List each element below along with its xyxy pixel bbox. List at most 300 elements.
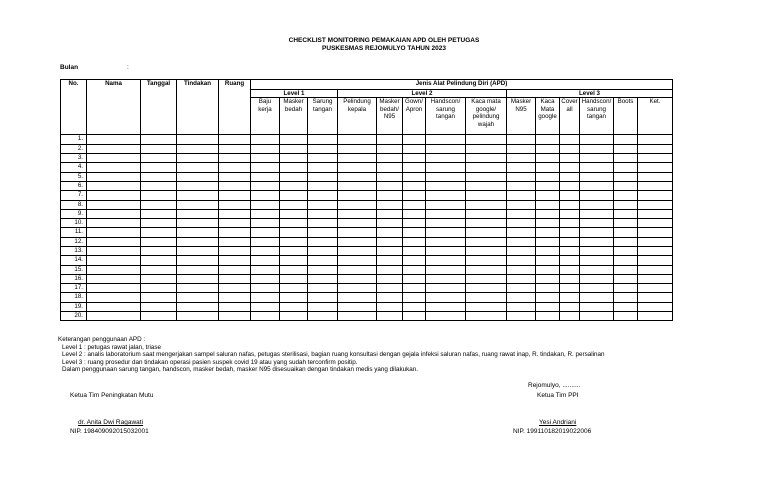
table-cell: [280, 200, 308, 209]
table-cell: [251, 312, 280, 321]
table-cell: [308, 247, 338, 256]
table-cell: [536, 163, 560, 172]
table-cell: [308, 312, 338, 321]
table-cell: [403, 284, 426, 293]
table-cell: [141, 191, 177, 200]
table-cell: [426, 228, 466, 237]
table-cell: [403, 172, 426, 181]
table-cell: [466, 237, 507, 246]
table-cell: [280, 228, 308, 237]
table-cell: [141, 154, 177, 163]
table-cell: [426, 293, 466, 302]
table-cell: [466, 181, 507, 190]
table-cell: [377, 293, 403, 302]
table-cell: [403, 144, 426, 153]
table-cell: [141, 312, 177, 321]
table-cell: [251, 256, 280, 265]
table-cell: [507, 274, 536, 283]
left-signatory-nip: NIP. 198409092015032001: [70, 428, 149, 435]
table-cell: [536, 219, 560, 228]
table-cell: [536, 209, 560, 218]
table-cell: [507, 228, 536, 237]
table-cell: [403, 154, 426, 163]
table-cell: [580, 172, 614, 181]
row-number: 5.: [61, 172, 87, 181]
table-cell: [87, 154, 141, 163]
subheader-l3-kaca-mata: Kaca Mata google: [536, 98, 560, 135]
table-cell: [177, 228, 219, 237]
table-cell: [426, 181, 466, 190]
table-cell: [280, 274, 308, 283]
table-cell: [536, 284, 560, 293]
table-cell: [466, 144, 507, 153]
subheader-l2-masker: Masker bedah/ N95: [377, 98, 403, 135]
table-cell: [580, 293, 614, 302]
table-cell: [141, 293, 177, 302]
table-cell: [177, 302, 219, 311]
table-cell: [426, 154, 466, 163]
table-cell: [377, 163, 403, 172]
table-cell: [280, 135, 308, 144]
row-number: 7.: [61, 191, 87, 200]
table-cell: [177, 181, 219, 190]
subheader-l2-gown: Gown/ Apron: [403, 98, 426, 135]
table-cell: [87, 228, 141, 237]
table-cell: [466, 284, 507, 293]
subheader-l3-handscon: Handscon/ sarung tangan: [580, 98, 614, 135]
table-cell: [280, 256, 308, 265]
table-cell: [507, 247, 536, 256]
table-cell: [638, 312, 673, 321]
table-cell: [507, 237, 536, 246]
table-cell: [403, 200, 426, 209]
table-cell: [141, 219, 177, 228]
table-cell: [403, 219, 426, 228]
table-cell: [638, 200, 673, 209]
table-cell: [219, 274, 251, 283]
table-cell: [251, 274, 280, 283]
table-cell: [560, 265, 580, 274]
table-cell: [426, 191, 466, 200]
table-cell: [466, 172, 507, 181]
table-cell: [338, 247, 377, 256]
table-cell: [377, 181, 403, 190]
row-number: 17.: [61, 284, 87, 293]
table-cell: [638, 191, 673, 200]
table-cell: [177, 154, 219, 163]
table-cell: [614, 274, 638, 283]
table-cell: [251, 135, 280, 144]
table-cell: [308, 237, 338, 246]
table-cell: [507, 209, 536, 218]
table-cell: [219, 172, 251, 181]
table-cell: [377, 228, 403, 237]
table-cell: [614, 154, 638, 163]
table-cell: [507, 312, 536, 321]
table-cell: [280, 172, 308, 181]
table-cell: [280, 312, 308, 321]
table-cell: [614, 135, 638, 144]
table-cell: [280, 302, 308, 311]
table-cell: [251, 265, 280, 274]
table-cell: [251, 302, 280, 311]
table-cell: [219, 247, 251, 256]
table-cell: [466, 135, 507, 144]
subheader-l3-cover-all: Cover all: [560, 98, 580, 135]
table-cell: [338, 209, 377, 218]
header-tindakan: Tindakan: [177, 80, 219, 135]
row-number: 14.: [61, 256, 87, 265]
table-cell: [426, 312, 466, 321]
note-usage: Dalam penggunaan sarung tangan, handscon, masker bedah, masker N95 disesuaikan dengan tindakan medis yang dilakukan.: [62, 366, 419, 374]
table-row: [61, 284, 673, 293]
table-cell: [580, 237, 614, 246]
table-cell: [308, 284, 338, 293]
table-cell: [219, 163, 251, 172]
table-cell: [403, 181, 426, 190]
table-cell: [280, 293, 308, 302]
table-cell: [280, 237, 308, 246]
notes-section: [58, 336, 605, 374]
table-cell: [580, 284, 614, 293]
left-signatory-name: dr. Anita Dwi Ragawati: [78, 419, 144, 426]
table-cell: [177, 172, 219, 181]
table-cell: [638, 302, 673, 311]
table-cell: [403, 209, 426, 218]
table-cell: [87, 293, 141, 302]
table-cell: [338, 154, 377, 163]
table-cell: [614, 284, 638, 293]
row-number: 10.: [61, 219, 87, 228]
table-cell: [426, 237, 466, 246]
table-cell: [638, 265, 673, 274]
table-cell: [403, 163, 426, 172]
table-cell: [308, 200, 338, 209]
table-cell: [614, 181, 638, 190]
table-cell: [377, 191, 403, 200]
table-cell: [638, 181, 673, 190]
table-cell: [638, 163, 673, 172]
bulan-label: Bulan: [60, 64, 79, 71]
table-cell: [614, 265, 638, 274]
table-cell: [377, 256, 403, 265]
table-cell: [638, 293, 673, 302]
table-cell: [560, 200, 580, 209]
table-cell: [219, 144, 251, 153]
right-signatory-nip: NIP. 199110182019022006: [513, 428, 592, 435]
table-row: [61, 265, 673, 274]
table-cell: [507, 181, 536, 190]
table-cell: [177, 284, 219, 293]
table-cell: [580, 219, 614, 228]
table-cell: [580, 274, 614, 283]
table-cell: [280, 284, 308, 293]
table-cell: [338, 219, 377, 228]
header-no: No.: [61, 80, 87, 135]
table-cell: [251, 191, 280, 200]
table-cell: [614, 191, 638, 200]
table-cell: [338, 302, 377, 311]
table-cell: [87, 172, 141, 181]
table-cell: [638, 209, 673, 218]
table-cell: [308, 181, 338, 190]
table-cell: [560, 191, 580, 200]
table-cell: [638, 247, 673, 256]
table-cell: [251, 200, 280, 209]
table-cell: [560, 163, 580, 172]
table-cell: [219, 219, 251, 228]
table-cell: [580, 144, 614, 153]
table-cell: [219, 237, 251, 246]
table-cell: [141, 247, 177, 256]
table-cell: [560, 237, 580, 246]
table-cell: [377, 302, 403, 311]
table-row: [61, 293, 673, 302]
note-level-1: Level 1 : petugas rawat jalan, triase: [62, 343, 162, 351]
table-cell: [177, 237, 219, 246]
table-cell: [536, 200, 560, 209]
table-cell: [251, 293, 280, 302]
table-cell: [560, 274, 580, 283]
table-row: [61, 172, 673, 181]
table-cell: [87, 274, 141, 283]
row-number: 18.: [61, 293, 87, 302]
table-cell: [87, 302, 141, 311]
table-cell: [403, 247, 426, 256]
row-number: 3.: [61, 154, 87, 163]
table-cell: [219, 256, 251, 265]
table-cell: [403, 302, 426, 311]
table-cell: [177, 219, 219, 228]
subheader-l3-boots: Boots: [614, 98, 638, 135]
subheader-l2-pelindung-kepala: Pelindung kepala: [338, 98, 377, 135]
table-cell: [560, 302, 580, 311]
left-signatory-title: Ketua Tim Peningkatan Mutu: [70, 392, 154, 399]
table-cell: [338, 200, 377, 209]
table-cell: [308, 293, 338, 302]
table-cell: [426, 274, 466, 283]
table-cell: [614, 172, 638, 181]
table-cell: [219, 228, 251, 237]
table-cell: [638, 256, 673, 265]
row-number: 8.: [61, 200, 87, 209]
header-level-1: Level 1: [251, 90, 338, 98]
table-row: [61, 302, 673, 311]
table-cell: [251, 144, 280, 153]
table-cell: [536, 256, 560, 265]
subheader-l2-handscon: Handscon/ sarung tangan: [426, 98, 466, 135]
table-cell: [219, 200, 251, 209]
table-cell: [338, 191, 377, 200]
table-row: [61, 191, 673, 200]
table-cell: [280, 181, 308, 190]
subheader-l3-masker-n95: Masker N95: [507, 98, 536, 135]
table-cell: [466, 302, 507, 311]
table-cell: [308, 154, 338, 163]
table-cell: [638, 284, 673, 293]
table-cell: [177, 163, 219, 172]
document-title: CHECKLIST MONITORING PEMAKAIAN APD OLEH PETUGAS: [288, 37, 480, 44]
table-cell: [308, 228, 338, 237]
table-cell: [338, 228, 377, 237]
table-cell: [87, 256, 141, 265]
table-cell: [614, 163, 638, 172]
table-cell: [426, 209, 466, 218]
table-row: [61, 154, 673, 163]
table-cell: [426, 265, 466, 274]
subheader-ket: Ket.: [638, 98, 673, 135]
table-cell: [87, 219, 141, 228]
table-cell: [377, 274, 403, 283]
table-cell: [338, 312, 377, 321]
row-number: 2.: [61, 144, 87, 153]
row-number: 11.: [61, 228, 87, 237]
table-cell: [507, 163, 536, 172]
table-cell: [87, 135, 141, 144]
table-cell: [580, 302, 614, 311]
table-cell: [536, 181, 560, 190]
table-cell: [580, 135, 614, 144]
table-row: [61, 144, 673, 153]
table-cell: [280, 154, 308, 163]
table-cell: [466, 219, 507, 228]
table-cell: [536, 228, 560, 237]
table-cell: [507, 135, 536, 144]
table-cell: [251, 237, 280, 246]
row-number: 15.: [61, 265, 87, 274]
subheader-l1-masker-bedah: Masker bedah: [280, 98, 308, 135]
table-row: [61, 209, 673, 218]
table-cell: [280, 144, 308, 153]
note-level-3: Level 3 : ruang prosedur dan tindakan operasi pasien suspek covid 19 atau yang sudah terconfirm positip.: [62, 358, 358, 366]
table-cell: [219, 135, 251, 144]
table-cell: [251, 219, 280, 228]
table-cell: [251, 247, 280, 256]
table-cell: [219, 293, 251, 302]
table-cell: [251, 163, 280, 172]
table-cell: [560, 135, 580, 144]
table-cell: [426, 144, 466, 153]
table-cell: [219, 154, 251, 163]
table-row: [61, 228, 673, 237]
table-cell: [536, 144, 560, 153]
table-cell: [177, 247, 219, 256]
table-cell: [308, 135, 338, 144]
table-cell: [507, 302, 536, 311]
table-cell: [141, 274, 177, 283]
table-cell: [507, 144, 536, 153]
table-cell: [466, 200, 507, 209]
table-cell: [141, 265, 177, 274]
table-cell: [177, 312, 219, 321]
header-level-2: Level 2: [338, 90, 507, 98]
table-cell: [141, 135, 177, 144]
table-cell: [560, 181, 580, 190]
table-cell: [377, 219, 403, 228]
table-cell: [638, 228, 673, 237]
table-cell: [580, 228, 614, 237]
table-row: [61, 256, 673, 265]
row-number: 1.: [61, 135, 87, 144]
table-cell: [466, 163, 507, 172]
table-cell: [338, 144, 377, 153]
table-cell: [638, 274, 673, 283]
apd-checklist-table: [60, 79, 673, 321]
table-cell: [308, 144, 338, 153]
table-cell: [141, 237, 177, 246]
table-cell: [87, 200, 141, 209]
table-cell: [426, 302, 466, 311]
table-cell: [377, 200, 403, 209]
table-cell: [251, 181, 280, 190]
table-cell: [219, 265, 251, 274]
header-level-3: Level 3: [507, 90, 673, 98]
table-cell: [466, 312, 507, 321]
table-cell: [87, 312, 141, 321]
table-cell: [338, 163, 377, 172]
row-number: 20.: [61, 312, 87, 321]
table-cell: [560, 256, 580, 265]
table-cell: [560, 172, 580, 181]
table-cell: [614, 293, 638, 302]
row-number: 13.: [61, 247, 87, 256]
table-cell: [580, 209, 614, 218]
table-cell: [177, 265, 219, 274]
table-cell: [426, 200, 466, 209]
table-cell: [403, 191, 426, 200]
table-cell: [426, 163, 466, 172]
table-cell: [338, 172, 377, 181]
table-cell: [580, 181, 614, 190]
table-cell: [466, 209, 507, 218]
table-cell: [507, 200, 536, 209]
table-cell: [560, 293, 580, 302]
table-cell: [219, 181, 251, 190]
table-cell: [638, 237, 673, 246]
table-cell: [614, 302, 638, 311]
table-cell: [466, 265, 507, 274]
table-cell: [560, 154, 580, 163]
table-cell: [219, 312, 251, 321]
table-cell: [177, 274, 219, 283]
table-cell: [536, 247, 560, 256]
table-cell: [614, 312, 638, 321]
table-row: [61, 237, 673, 246]
table-cell: [377, 284, 403, 293]
table-row: [61, 274, 673, 283]
table-cell: [177, 293, 219, 302]
table-cell: [507, 293, 536, 302]
table-cell: [536, 154, 560, 163]
table-cell: [614, 219, 638, 228]
table-cell: [507, 154, 536, 163]
table-cell: [338, 274, 377, 283]
table-cell: [614, 144, 638, 153]
subheader-l2-kaca-mata: Kaca mata google/ pelindung wajah: [466, 98, 507, 135]
table-cell: [251, 172, 280, 181]
table-row: [61, 163, 673, 172]
table-cell: [338, 135, 377, 144]
table-cell: [87, 247, 141, 256]
table-cell: [560, 228, 580, 237]
table-cell: [536, 312, 560, 321]
table-cell: [338, 265, 377, 274]
right-signatory-title: Ketua Tim PPI: [537, 392, 579, 399]
table-cell: [219, 209, 251, 218]
table-cell: [466, 228, 507, 237]
row-number: 12.: [61, 237, 87, 246]
table-cell: [308, 302, 338, 311]
